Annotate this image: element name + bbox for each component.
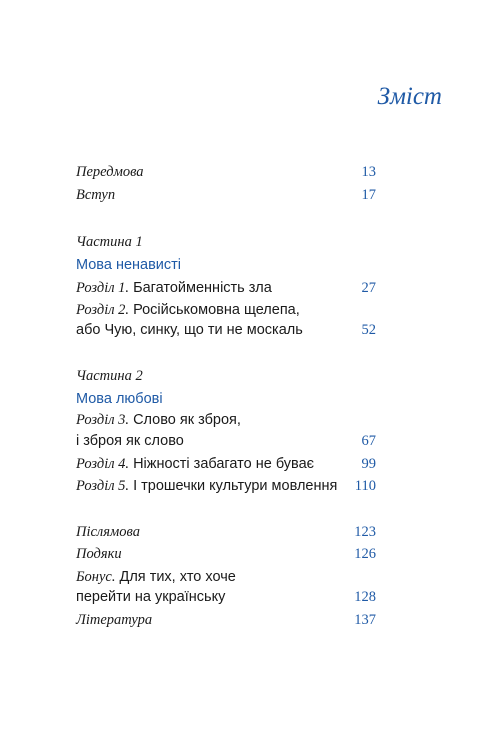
- chapter-3-title-line-1: Слово як зброя,: [133, 412, 241, 428]
- toc-entry-thanks[interactable]: Подяки: [76, 546, 122, 562]
- page-number-thanks: 126: [354, 546, 376, 562]
- page-number-bonus: 128: [354, 589, 376, 605]
- toc-entry-afterword[interactable]: Післямова: [76, 524, 140, 540]
- toc-entry-chapter-5[interactable]: [76, 476, 337, 496]
- page-number-intro: 17: [361, 187, 376, 203]
- page-title: Зміст: [377, 83, 442, 110]
- bonus-prefix: Бонус.: [76, 569, 116, 585]
- toc-entry-chapter-3[interactable]: [76, 410, 241, 430]
- toc-entry-literature[interactable]: Література: [76, 612, 153, 628]
- page-number-chapter-2: 52: [361, 322, 376, 338]
- page-number-literature: 137: [354, 612, 376, 628]
- part-1-label: Частина 1: [76, 234, 143, 250]
- chapter-3-title-line-2[interactable]: і зброя як слово: [76, 433, 184, 449]
- chapter-5-title: І трошечки культури мовлення: [133, 478, 338, 494]
- part-2-title[interactable]: Мова любові: [76, 391, 163, 407]
- page-number-chapter-4: 99: [361, 456, 376, 472]
- toc-entry-chapter-2[interactable]: [76, 300, 300, 320]
- bonus-title-line-1: Для тих, хто хоче: [119, 569, 236, 585]
- page-number-chapter-1: 27: [361, 280, 376, 296]
- chapter-3-prefix: Розділ 3.: [76, 412, 130, 428]
- toc-entry-chapter-1[interactable]: [76, 278, 272, 298]
- chapter-2-title-line-1: Російськомовна щелепа,: [133, 302, 300, 318]
- chapter-5-prefix: Розділ 5.: [76, 478, 130, 494]
- page-number-preface: 13: [361, 164, 376, 180]
- chapter-2-prefix: Розділ 2.: [76, 302, 130, 318]
- toc-entry-preface[interactable]: Передмова: [76, 164, 144, 180]
- chapter-4-prefix: Розділ 4.: [76, 456, 130, 472]
- toc-entry-intro[interactable]: Вступ: [76, 187, 116, 203]
- page-number-chapter-3: 67: [361, 433, 376, 449]
- chapter-2-title-line-2[interactable]: або Чую, синку, що ти не москаль: [76, 322, 303, 338]
- page-number-chapter-5: 110: [354, 478, 376, 494]
- chapter-1-title: Багатойменність зла: [133, 280, 272, 296]
- toc-entry-bonus[interactable]: [76, 567, 236, 587]
- bonus-title-line-2[interactable]: перейти на українську: [76, 589, 226, 605]
- toc-entry-chapter-4[interactable]: [76, 454, 314, 474]
- chapter-4-title: Ніжності забагато не буває: [133, 456, 315, 472]
- page-number-afterword: 123: [354, 524, 376, 540]
- part-1-title[interactable]: Мова ненависті: [76, 257, 181, 273]
- chapter-1-prefix: Розділ 1.: [76, 280, 130, 296]
- part-2-label: Частина 2: [76, 368, 143, 384]
